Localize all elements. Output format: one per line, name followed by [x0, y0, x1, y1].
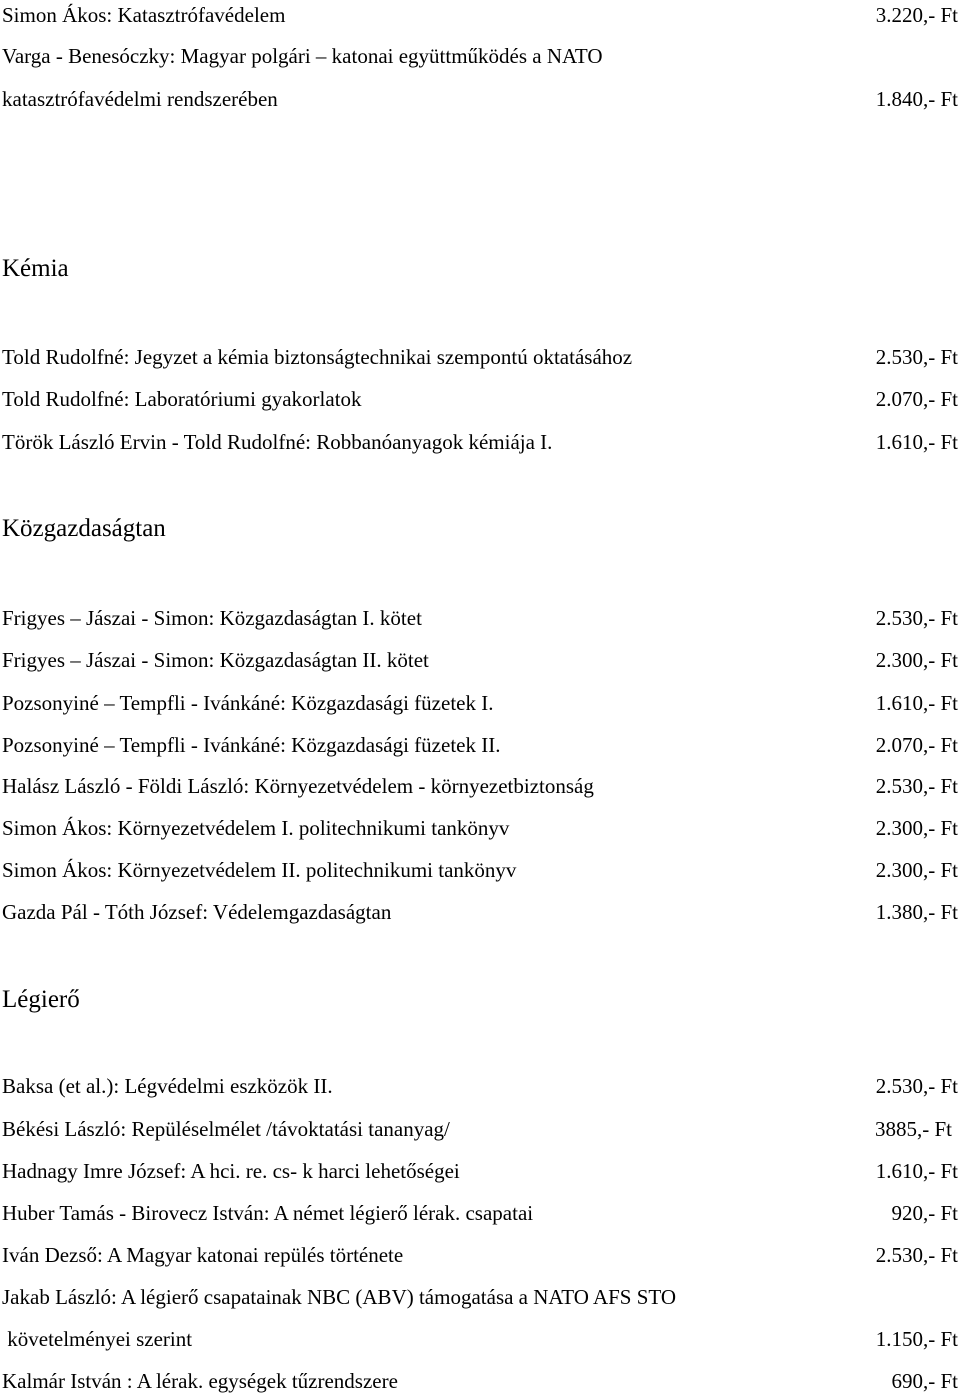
book-title: Halász László - Földi László: Környezetvédelem - környezetbiztonság — [2, 774, 594, 798]
book-row — [2, 1198, 960, 1228]
book-title: Simon Ákos: Környezetvédelem II. politechnikumi tankönyv — [2, 858, 517, 882]
book-row — [2, 897, 960, 927]
book-title: Török László Ervin - Told Rudolfné: Robbanóanyagok kémiája I. — [2, 430, 553, 454]
book-price: 1.610,- Ft — [875, 1159, 958, 1183]
book-price: 3.220,- Ft — [875, 3, 958, 27]
book-price: 3885,- Ft — [874, 1117, 952, 1141]
book-row — [2, 384, 960, 414]
book-row — [2, 41, 960, 71]
book-price: 2.530,- Ft — [875, 345, 958, 369]
book-title: Pozsonyiné – Tempfli - Ivánkáné: Közgazdasági füzetek I. — [2, 691, 494, 715]
book-row — [2, 645, 960, 675]
book-row — [2, 427, 960, 457]
book-price: 1.610,- Ft — [875, 691, 958, 715]
book-price: 1.840,- Ft — [875, 87, 958, 111]
section-heading-kozgazdasagtan: Közgazdaságtan — [2, 515, 166, 542]
book-row — [2, 342, 960, 372]
book-title: Kalmár István : A lérak. egységek tűzrendszere — [2, 1369, 398, 1393]
book-row — [2, 84, 960, 114]
book-price: 920,- Ft — [891, 1201, 958, 1225]
book-title: katasztrófavédelmi rendszerében — [2, 87, 278, 111]
book-price: 2.300,- Ft — [875, 858, 958, 882]
book-title: Iván Dezső: A Magyar katonai repülés története — [2, 1243, 404, 1267]
book-row — [2, 1156, 960, 1186]
book-row — [2, 1071, 960, 1101]
book-title: Told Rudolfné: Laboratóriumi gyakorlatok — [2, 387, 362, 411]
book-title: Huber Tamás - Birovecz István: A német légierő lérak. csapatai — [2, 1201, 534, 1225]
book-price: 1.150,- Ft — [875, 1327, 958, 1351]
book-price: 2.530,- Ft — [875, 606, 958, 630]
book-price: 2.530,- Ft — [875, 1243, 958, 1267]
book-title: Varga - Benesóczky: Magyar polgári – katonai együttműködés a NATO — [2, 44, 603, 68]
book-row — [2, 1324, 960, 1354]
book-row — [2, 603, 960, 633]
book-price: 1.610,- Ft — [875, 430, 958, 454]
book-title: Simon Ákos: Környezetvédelem I. politechnikumi tankönyv — [2, 816, 510, 840]
book-price: 2.300,- Ft — [875, 648, 958, 672]
section-heading-legiero: Légierő — [2, 986, 80, 1013]
book-row — [2, 855, 960, 885]
book-title: Frigyes – Jászai - Simon: Közgazdaságtan II. kötet — [2, 648, 429, 672]
book-row — [2, 771, 960, 801]
book-title: Hadnagy Imre József: A hci. re. cs- k harci lehetőségei — [2, 1159, 460, 1183]
book-row — [2, 730, 960, 760]
book-row — [2, 1366, 960, 1396]
book-title: Békési László: Repüléselmélet /távoktatási tananyag/ — [2, 1117, 450, 1141]
book-row — [2, 688, 960, 718]
book-price: 2.530,- Ft — [875, 1074, 958, 1098]
book-price: 2.530,- Ft — [875, 774, 958, 798]
book-title: Pozsonyiné – Tempfli - Ivánkáné: Közgazdasági füzetek II. — [2, 733, 501, 757]
book-title: Gazda Pál - Tóth József: Védelemgazdaságtan — [2, 900, 392, 924]
book-title: Frigyes – Jászai - Simon: Közgazdaságtan I. kötet — [2, 606, 422, 630]
book-row — [2, 1282, 960, 1312]
book-price: 2.300,- Ft — [875, 816, 958, 840]
book-title: Told Rudolfné: Jegyzet a kémia biztonságtechnikai szempontú oktatásához — [2, 345, 633, 369]
book-price: 2.070,- Ft — [875, 733, 958, 757]
book-title: Simon Ákos: Katasztrófavédelem — [2, 3, 286, 27]
book-price: 690,- Ft — [891, 1369, 958, 1393]
section-heading-kemia: Kémia — [2, 255, 69, 282]
book-price: 1.380,- Ft — [875, 900, 958, 924]
book-row — [2, 1114, 960, 1144]
book-row — [2, 1240, 960, 1270]
book-title: Jakab László: A légierő csapatainak NBC (ABV) támogatása a NATO AFS STO — [2, 1285, 677, 1309]
book-row — [2, 813, 960, 843]
book-title: követelményei szerint — [2, 1327, 193, 1351]
book-row — [2, 0, 960, 30]
book-title: Baksa (et al.): Légvédelmi eszközök II. — [2, 1074, 333, 1098]
book-price: 2.070,- Ft — [875, 387, 958, 411]
